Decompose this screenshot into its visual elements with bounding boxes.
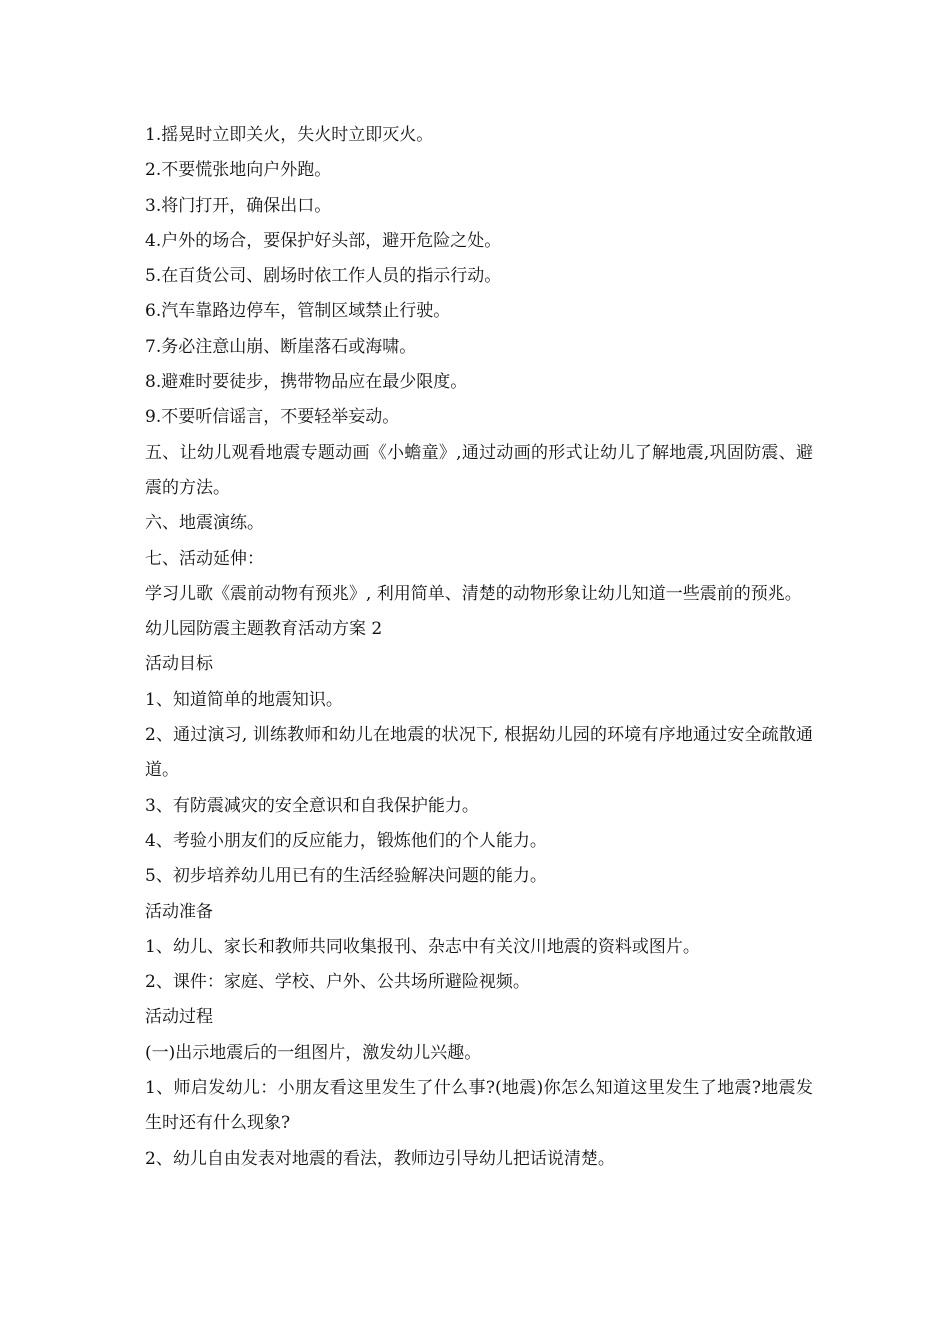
- document-body: [145, 118, 813, 1177]
- plan-two-title: 幼儿园防震主题教育活动方案 2: [145, 619, 383, 640]
- list-item: 8.避难时要徒步，携带物品应在最少限度。: [145, 372, 468, 393]
- process-item: (一)出示地震后的一组图片，激发幼儿兴趣。: [145, 1042, 482, 1063]
- list-item: 3.将门打开，确保出口。: [145, 195, 332, 216]
- prep-item: 1、幼儿、家长和教师共同收集报刊、杂志中有关汶川地震的资料或图片。: [145, 936, 700, 957]
- process-heading: 活动过程: [145, 1007, 213, 1028]
- section-six-heading: 六、地震演练。: [145, 513, 264, 534]
- list-item: 2.不要慌张地向户外跑。: [145, 160, 332, 181]
- process-item: 2、幼儿自由发表对地震的看法，教师边引导幼儿把话说清楚。: [145, 1148, 615, 1169]
- goal-item: 3、有防震减灾的安全意识和自我保护能力。: [145, 795, 479, 816]
- section-seven-heading: 七、活动延伸：: [145, 548, 264, 569]
- list-item: 4.户外的场合，要保护好头部，避开危险之处。: [145, 230, 502, 251]
- prep-item: 2、课件：家庭、学校、户外、公共场所避险视频。: [145, 972, 530, 993]
- process-item: 1、师启发幼儿：小朋友看这里发生了什么事?(地震)你怎么知道这里发生了地震?地震发生时还有什么现象?: [145, 1078, 813, 1134]
- goals-heading: 活动目标: [145, 654, 213, 675]
- list-item: 1.摇晃时立即关火，失火时立即灭火。: [145, 125, 434, 145]
- goal-item: 4、考验小朋友们的反应能力，锻炼他们的个人能力。: [145, 830, 547, 851]
- goal-item: 2、通过演习, 训练教师和幼儿在地震的状况下, 根据幼儿园的环境有序地通过安全疏散通道。: [145, 725, 813, 781]
- goal-item: 1、知道简单的地震知识。: [145, 689, 343, 710]
- section-five-paragraph: 五、让幼儿观看地震专题动画《小蟾童》,通过动画的形式让幼儿了解地震,巩固防震、避震的方法。: [145, 442, 813, 498]
- list-item: 6.汽车靠路边停车，管制区域禁止行驶。: [145, 301, 451, 322]
- list-item: 9.不要听信谣言，不要轻举妄动。: [145, 407, 400, 428]
- list-item: 7.务必注意山崩、断崖落石或海啸。: [145, 336, 417, 357]
- extension-paragraph: 学习儿歌《震前动物有预兆》, 利用简单、清楚的动物形象让幼儿知道一些震前的预兆。: [145, 583, 802, 604]
- goal-item: 5、初步培养幼儿用已有的生活经验解决问题的能力。: [145, 866, 547, 887]
- list-item: 5.在百货公司、剧场时依工作人员的指示行动。: [145, 266, 502, 287]
- prep-heading: 活动准备: [145, 901, 213, 922]
